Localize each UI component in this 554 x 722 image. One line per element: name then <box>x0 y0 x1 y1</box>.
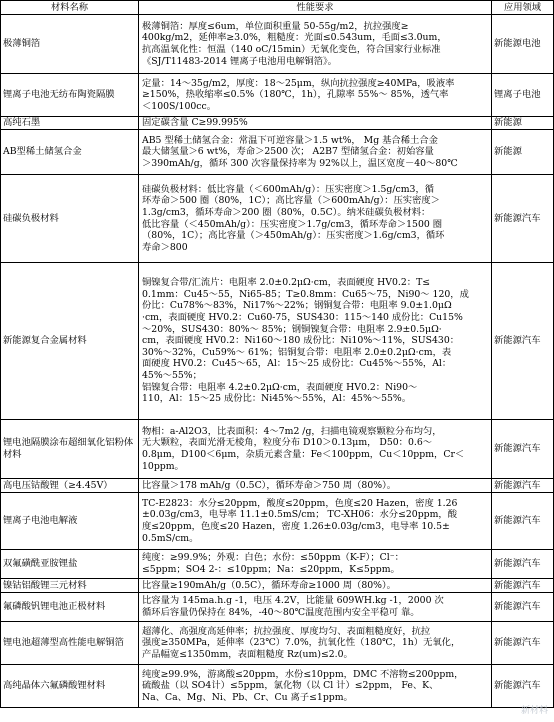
material-spec: 固定碳含量 C≥99.995% <box>139 117 492 130</box>
table-row <box>1 479 554 493</box>
application-field: 新能源汽车 <box>492 593 554 622</box>
table-row <box>1 130 554 175</box>
material-spec: 纯度：≥99.9%；外观：白色；水份：≤50ppm（K-F）；Cl⁻： ≤5ppm；SO4 2-：≤10ppm；Na：≤20ppm，K≤5ppm。 <box>139 550 492 579</box>
header-material-name: 材料名称 <box>1 1 139 15</box>
table-row <box>1 74 554 117</box>
application-field: 新能源 <box>492 130 554 175</box>
table-row <box>1 175 554 263</box>
material-spec: 硅碳负极材料：低比容量（＜600mAh/g）：压实密度＞1.5g/cm3，循 环寿命＞500 圈（80%，1C）；高比容量（＞600mAh/g）：压实密度＞ 1.3g/cm3，循环寿命＞200 圈（80%，0.5C）。纳米硅碳负极材料： 低比容量（＜450mAh/g）：压实密度＞1.7g/cm3，循环寿命＞1500 圈 （80%，1C）；高比容量（＞450mAh/g）：压实密度＞1.6g/cm3，循环 寿命＞800 <box>139 175 492 263</box>
material-name: 锂离子电池电解液 <box>1 493 139 550</box>
material-name: 极薄铜箔 <box>1 15 139 74</box>
material-spec: AB5 型稀土储氢合金：常温下可逆容量＞1.5 wt%， Mg 基合稀土合金 最大储氢量＞6 wt%，寿命＞2500 次； A2B7 型储氢合金：初始容量 ＞390mAh/g，循环 300 次容量保持率为 92%以上，温区宽度－40～80℃ <box>139 130 492 175</box>
header-performance-requirements: 性能要求 <box>139 1 492 15</box>
table-row <box>1 420 554 479</box>
material-name: 锂离子电池无纺布陶瓷隔膜 <box>1 74 139 117</box>
material-name: 高电压钴酸锂（≥4.45V） <box>1 479 139 493</box>
material-name: 氟磷酸钒锂电池正极材料 <box>1 593 139 622</box>
table-row <box>1 622 554 665</box>
material-spec: 比容量为 145ma.h.g -1，电压 4.2V，比能量 609WH.kg -1，2000 次 循环后容量仍保持在 84%，-40～80℃温度范围内安全平稳可 靠。 <box>139 593 492 622</box>
application-field: 新能源汽车 <box>492 665 554 708</box>
application-field: 新能源汽车 <box>492 479 554 493</box>
material-spec: 定量：14～35g/m2，厚度：18～25μm，纵向抗拉强度≥40MPa，吸液率 ≥150%，热收缩率≤0.5%（180℃，1h），孔隙率 55%～ 85%，透气率 ＜100S/100cc。 <box>139 74 492 117</box>
table-row <box>1 579 554 593</box>
material-name: 高纯晶体六氟磷酸锂材料 <box>1 665 139 708</box>
application-field: 新能源电池 <box>492 15 554 74</box>
material-name: 硅碳负极材料 <box>1 175 139 263</box>
material-name: 锂电池隔膜涂布超细氧化铝粉体材料 <box>1 420 139 479</box>
application-field: 新能源汽车 <box>492 420 554 479</box>
application-field: 新能源 <box>492 117 554 130</box>
material-spec: 比容量≥190mAh/g（0.5C），循环寿命≥1000 周（80%）。 <box>139 579 492 593</box>
material-name: 锂电池超薄型高性能电解铜箔 <box>1 622 139 665</box>
material-spec: 铜镍复合带/汇流片：电阻率 2.0±0.2μΩ·cm，表面硬度 HV0.2：T≤ 0.1mm：Cu45～55，Ni65-85；T≥0.8mm：Cu65～75，Ni90～ 120，成 份比：Cu78%～83%，Ni17%～22%；钢铜复合带：电阻率 9.0±1.0μΩ ·cm，表面硬度 HV0.2：Cu60-75，SUS430：115～140 成份比：Cu15% ～20%，SUS430：80%～ 85%；钢铜镍复合带：电阻率 2.9±0.5μΩ· cm，表面硬度 HV0.2：Ni160～180 成份比：Ni10%～11%，SUS430： 30%～32%，Cu59%～ 61%；铝铜复合带：电阻率 2.0±0.2μΩ·cm，表 面硬度 HV0.2：Cu45～65，Al：15～25 成份比：Cu45%～55%，Al： 45%～55%； 铝镍复合带：电阻率 4.2±0.2μΩ·cm，表面硬度 HV0.2：Ni90～ 110，Al：15～25 成份比：Ni45%～55%，Al：45%～55%。 <box>139 263 492 420</box>
application-field: 新能源汽车 <box>492 175 554 263</box>
material-spec: 比容量＞178 mAh/g（0.5C），循环寿命＞750 周（80%）。 <box>139 479 492 493</box>
material-name: 镍钴铝酸锂三元材料 <box>1 579 139 593</box>
table-row <box>1 117 554 130</box>
table-row <box>1 593 554 622</box>
application-field: 新能源汽车 <box>492 550 554 579</box>
table-row <box>1 550 554 579</box>
material-spec: 极薄铜箔：厚度≤6um，单位面积重量 50-55g/m2，抗拉强度≥ 400kg/m2，延伸率≥3.0%，粗糙度：光面≤0.543um，毛面≤3.0um， 抗高温氧化性：恒温（140 oC/15min）无氧化变色，符合国家行业标准 《SJ/T11483-2014 锂离子电池用电解铜箔》。 <box>139 15 492 74</box>
table-header-row <box>1 1 554 15</box>
material-spec: 纯度≥99.9%，游离酸≤20ppm，水份≤10ppm，DMC 不溶物≤200ppm， 硫酸盐（以 SO4计）≤5ppm，氯化物（以 Cl 计）≤2ppm， Fe、K、 Na、Ca、Mg、Ni、Pb、Cr、Cu 离子≤1ppm。 <box>139 665 492 708</box>
watermark: 新材料 <box>520 706 548 716</box>
material-name: 新能源复合金属材料 <box>1 263 139 420</box>
material-name: AB型稀土储氢合金 <box>1 130 139 175</box>
table-row <box>1 263 554 420</box>
table-row <box>1 15 554 74</box>
header-application-field: 应用领域 <box>492 1 554 15</box>
application-field: 新能源汽车 <box>492 622 554 665</box>
application-field: 锂离子电池 <box>492 74 554 117</box>
material-spec: 超薄化、高强度高延伸率；抗拉强度、厚度均匀、表面粗糙度好，抗拉 强度≥350MPa，延伸率（23℃）7.0%，抗氧化性（180℃，1h）无氧化， 产品幅宽≤1350mm，表面粗糙度 Rz(um)≤2.0。 <box>139 622 492 665</box>
application-field: 新能源汽车 <box>492 493 554 550</box>
material-name: 高纯石墨 <box>1 117 139 130</box>
application-field: 新能源汽车 <box>492 579 554 593</box>
material-name: 双氟磺酰亚胺锂盐 <box>1 550 139 579</box>
table-row <box>1 665 554 708</box>
material-spec: TC-E2823：水分≤20ppm，酸度≤20ppm，色度≤20 Hazen，密度 1.26 ±0.03g/cm3，电导率 11.1±0.5mS/cm； TC-XH06：水分≤20ppm，酸 度≤20ppm，色度≤20 Hazen，密度 1.26±0.03g/cm3，电导率 10.5± 0.5mS/cm。 <box>139 493 492 550</box>
table-row <box>1 493 554 550</box>
application-field: 新能源汽车 <box>492 263 554 420</box>
material-spec: 物相：a-Al2O3，比表面积：4～7m2 /g，扫描电镜观察颗粒分布均匀， 无大颗粒，表面光滑无棱角，粒度分布 D10＞0.13μm， D50：0.6～ 0.8μm，D100＜6μm，杂质元素含量：Fe＜100ppm，Cu＜10ppm，Cr＜ 10ppm。 <box>139 420 492 479</box>
